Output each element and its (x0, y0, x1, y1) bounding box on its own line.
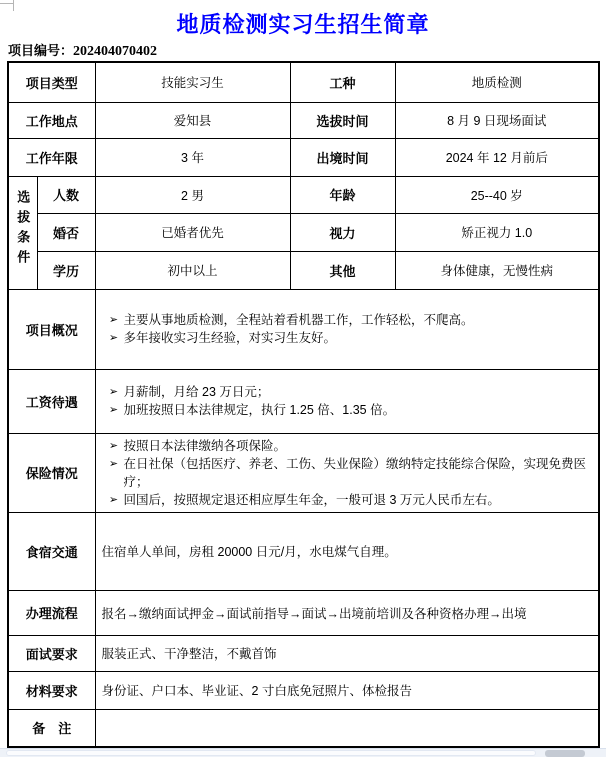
row-label: 出境时间 (290, 138, 395, 176)
section-content: 报名→缴纳面试押金→面试前指导→面试→出境前培训及各种资格办理→出境 (95, 590, 599, 635)
table-row (8, 251, 599, 289)
bullet-item (102, 311, 595, 329)
bullet-text: 月薪制，月给 23 万日元； (123, 385, 270, 399)
cell-value: 身体健康，无慢性病 (395, 251, 599, 289)
table-row (8, 671, 599, 709)
bullet-item (102, 455, 595, 491)
table-row (8, 62, 599, 102)
section-content: 身份证、户口本、毕业证、2 寸白底免冠照片、体检报告 (95, 671, 599, 709)
table-row (8, 512, 599, 590)
cell-value: 初中以上 (95, 251, 290, 289)
row-label: 工资待遇 (8, 369, 95, 433)
cell-value: 已婚者优先 (95, 213, 290, 251)
row-label: 其他 (290, 251, 395, 289)
arrow-bullet-icon: ➢ (108, 439, 119, 452)
cell-value: 3 年 (95, 138, 290, 176)
row-label: 选拔时间 (290, 102, 395, 138)
row-label: 工作年限 (8, 138, 95, 176)
scrollbar-thumb[interactable] (545, 750, 585, 757)
section-content (95, 709, 599, 747)
arrow-bullet-icon: ➢ (108, 386, 119, 398)
row-label: 视力 (290, 213, 395, 251)
recruitment-table (7, 61, 600, 748)
cell-value: 8 月 9 日现场面试 (395, 102, 599, 138)
row-label: 材料要求 (8, 671, 95, 709)
cell-value: 技能实习生 (95, 62, 290, 102)
row-label: 保险情况 (8, 433, 95, 512)
section-content: 服装正式、干净整洁，不戴首饰 (95, 635, 599, 671)
table-row (8, 213, 599, 251)
row-label: 项目概况 (8, 289, 95, 369)
section-content (95, 433, 599, 512)
cell-value: 2 男 (95, 176, 290, 213)
table-row (8, 590, 599, 635)
cell-value: 25--40 岁 (395, 176, 599, 213)
bullet-text: 按照日本法律缴纳各项保险。 (123, 438, 287, 453)
project-number-label: 项目编号： (8, 43, 74, 58)
row-label: 人数 (37, 176, 95, 213)
arrow-bullet-icon: ➢ (108, 457, 119, 470)
bullet-item (102, 491, 595, 509)
table-row (8, 289, 599, 369)
scrollbar-track-pill (6, 750, 536, 756)
row-label: 面试要求 (8, 635, 95, 671)
table-row (8, 138, 599, 176)
table-row (8, 369, 599, 433)
selection-conditions-group-label-cell (8, 176, 37, 289)
arrow-bullet-icon: ➢ (108, 314, 119, 326)
project-number-line (8, 40, 157, 60)
section-content (95, 369, 599, 433)
arrow-bullet-icon: ➢ (108, 332, 119, 344)
table-row (8, 102, 599, 138)
bullet-item (102, 437, 595, 455)
cell-value: 爱知县 (95, 102, 290, 138)
cell-value: 矫正视力 1.0 (395, 213, 599, 251)
row-label: 食宿交通 (8, 512, 95, 590)
arrow-bullet-icon: ➢ (108, 404, 119, 416)
row-label: 学历 (37, 251, 95, 289)
table-row (8, 176, 599, 213)
page-title: 地质检测实习生招生简章 (176, 12, 430, 37)
section-content (95, 289, 599, 369)
cell-value: 2024 年 12 月前后 (395, 138, 599, 176)
row-label: 办理流程 (8, 590, 95, 635)
cell-value: 地质检测 (395, 62, 599, 102)
row-label: 婚否 (37, 213, 95, 251)
bullet-text: 主要从事地质检测，全程站着看机器工作，工作轻松，不爬高。 (123, 313, 474, 327)
row-label: 项目类型 (8, 62, 95, 102)
bullet-item (102, 401, 595, 419)
row-label: 备 注 (8, 709, 95, 747)
project-number-value: 202404070402 (73, 44, 158, 59)
bullet-text: 在日社保（包括医疗、养老、工伤、失业保险）缴纳特定技能综合保险，实现免费医疗； (123, 456, 587, 489)
bullet-text: 多年接收实习生经验，对实习生友好。 (123, 331, 337, 345)
page-margin-corner-mark (0, 3, 14, 4)
row-label: 工种 (290, 62, 395, 102)
bullet-text: 加班按照日本法律规定，执行 1.25 倍、1.35 倍。 (123, 403, 396, 417)
table-row (8, 433, 599, 512)
section-content: 住宿单人单间，房租 20000 日元/月，水电煤气自理。 (95, 512, 599, 590)
row-label: 工作地点 (8, 102, 95, 138)
row-label: 年龄 (290, 176, 395, 213)
bullet-item (102, 329, 595, 347)
group-label-vertical: 选拔条件 (15, 190, 31, 270)
table-row (8, 709, 599, 747)
arrow-bullet-icon: ➢ (108, 493, 119, 506)
table-row (8, 635, 599, 671)
bullet-text: 回国后，按照规定退还相应厚生年金，一般可退 3 万元人民币左右。 (123, 492, 500, 507)
bullet-item (102, 383, 595, 401)
